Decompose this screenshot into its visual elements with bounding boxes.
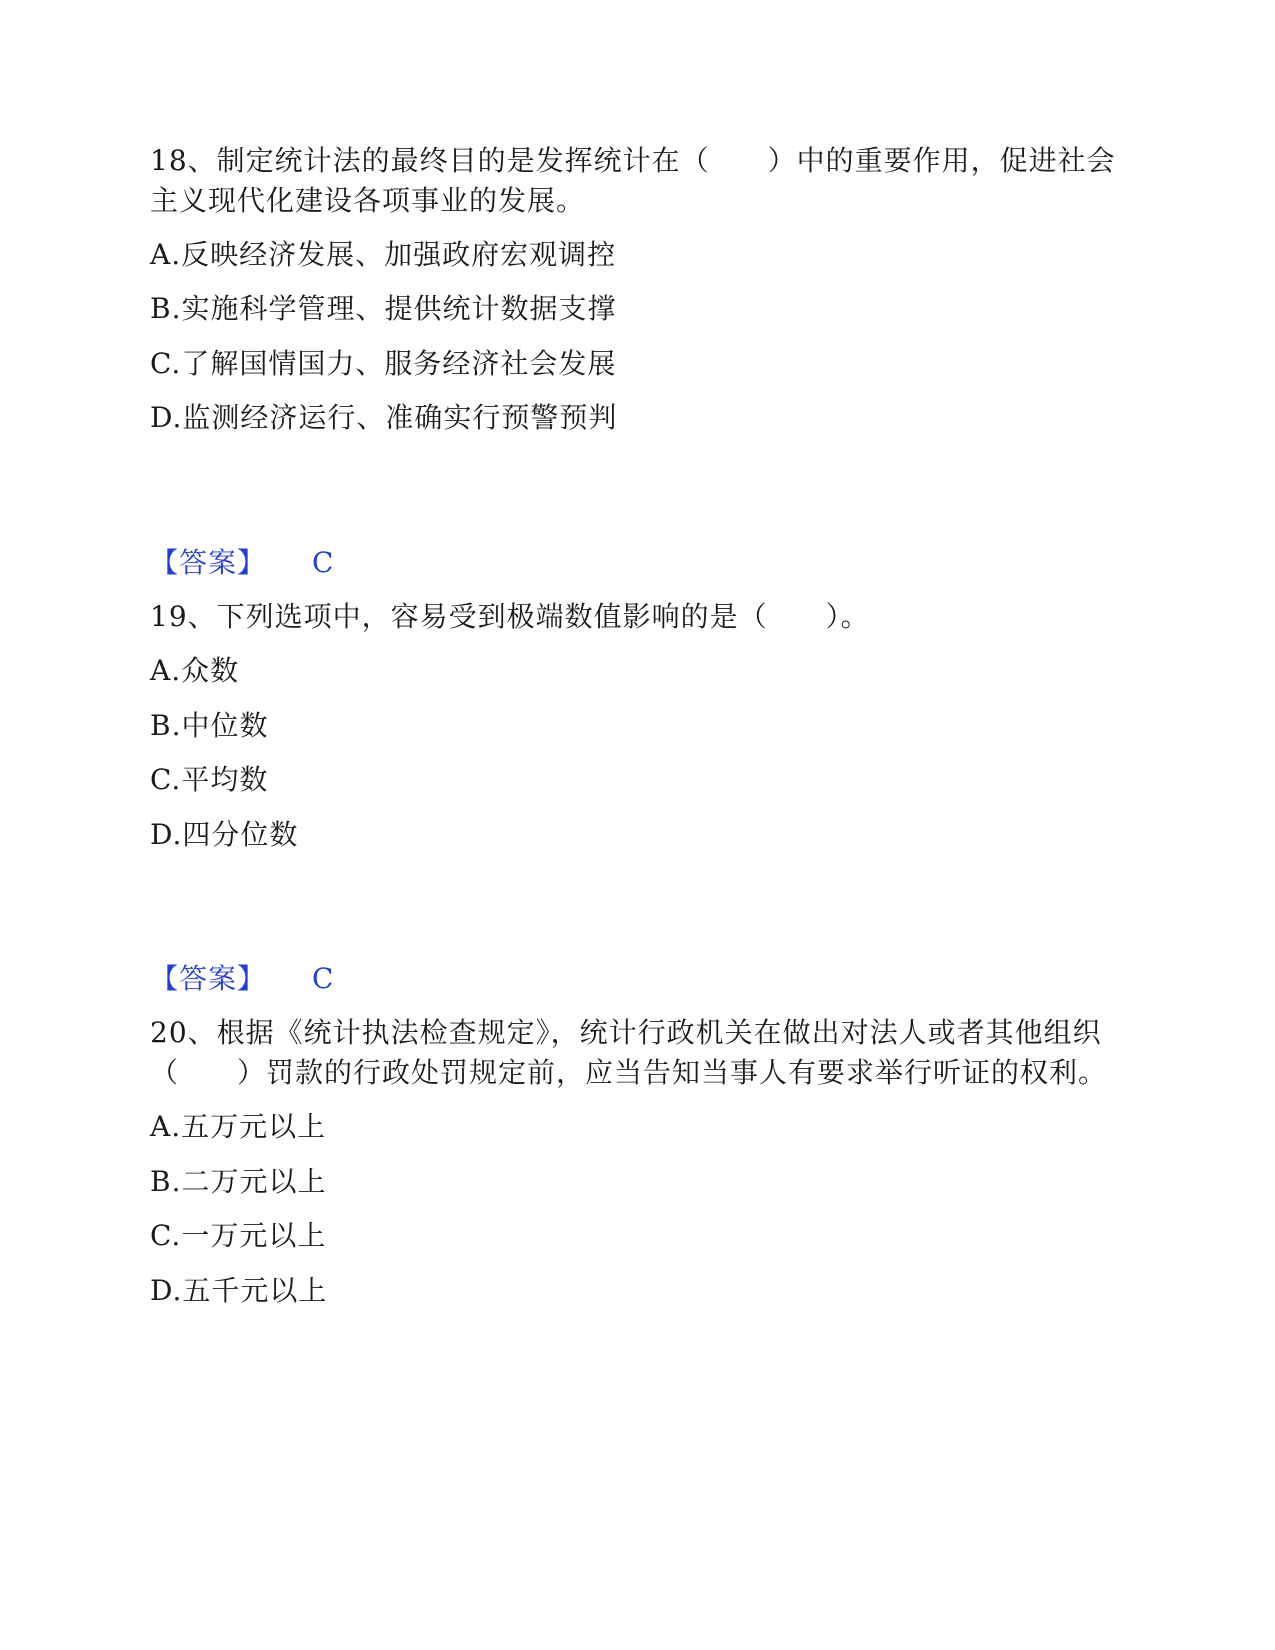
question-19-option-c: C.平均数 xyxy=(150,763,269,796)
question-19-option-a: A.众数 xyxy=(150,654,240,687)
question-18-option-c: C.了解国情国力、服务经济社会发展 xyxy=(150,347,617,380)
question-20-option-d: D.五千元以上 xyxy=(150,1274,328,1307)
question-18-text-line-2: 主义现代化建设各项事业的发展。 xyxy=(150,184,586,217)
question-20-text-line-1: 20、根据《统计执法检查规定》，统计行政机关在做出对法人或者其他组织 xyxy=(150,1016,1102,1049)
question-18-option-d: D.监测经济运行、准确实行预警预判 xyxy=(150,401,618,434)
answer-value: C xyxy=(312,546,334,579)
question-20-option-a: A.五万元以上 xyxy=(150,1110,327,1143)
question-18-option-b: B.实施科学管理、提供统计数据支撑 xyxy=(150,292,617,325)
question-18-answer xyxy=(150,543,333,583)
question-20-option-c: C.一万元以上 xyxy=(150,1219,327,1252)
question-19-text-line-1: 19、下列选项中，容易受到极端数值影响的是（ ）。 xyxy=(150,600,870,633)
question-18-option-a: A.反映经济发展、加强政府宏观调控 xyxy=(150,238,617,271)
question-19-option-d: D.四分位数 xyxy=(150,818,299,851)
question-19-option-b: B.中位数 xyxy=(150,709,269,742)
question-19-answer xyxy=(150,959,333,999)
answer-label: 【答案】 xyxy=(150,962,267,995)
question-18-text-line-1: 18、制定统计法的最终目的是发挥统计在（ ）中的重要作用，促进社会 xyxy=(150,144,1116,177)
answer-value: C xyxy=(312,962,334,995)
question-20-option-b: B.二万元以上 xyxy=(150,1165,327,1198)
question-20-text-line-2: （ ）罚款的行政处罚规定前，应当告知当事人有要求举行听证的权利。 xyxy=(150,1056,1108,1089)
answer-label: 【答案】 xyxy=(150,546,267,579)
